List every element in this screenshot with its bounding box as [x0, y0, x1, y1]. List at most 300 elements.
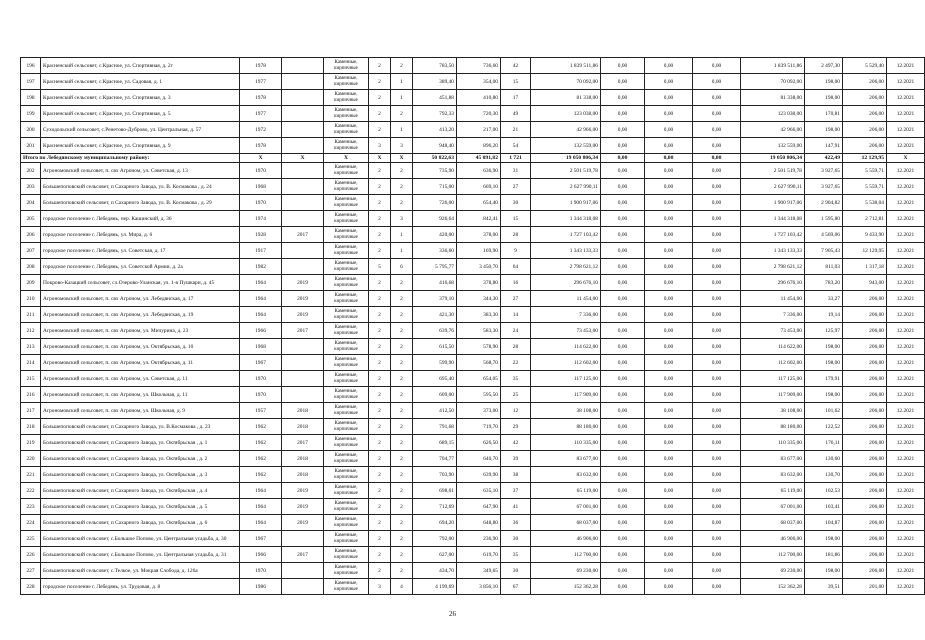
table-row	[21, 307, 925, 323]
cell-a: 2	[369, 387, 391, 403]
cell-v3: 0,00	[693, 179, 741, 195]
cell-no: 221	[21, 467, 41, 483]
cell-v4: 73 453,00	[741, 323, 805, 339]
cell-v5: 811,03	[805, 259, 843, 275]
cell-no: 205	[21, 211, 41, 227]
cell-v2: 0,00	[645, 275, 693, 291]
cell-v6: 206,00	[843, 122, 887, 138]
cell-date: 12.2021	[887, 74, 925, 90]
cell-addr: Большепоповский сельсовет, с.Телкое, ул. Мокрая Слобода, д. 126а	[41, 563, 240, 579]
cell-n: 36	[501, 515, 531, 531]
cell-v1: 0,00	[601, 307, 645, 323]
cell-v5: 198,00	[805, 122, 843, 138]
cell-v4: 67 001,00	[741, 499, 805, 515]
cell-v5: 3 927,65	[805, 179, 843, 195]
cell-n: 35	[501, 371, 531, 387]
cell-area1: 379,10	[413, 291, 457, 307]
cell-area1: 694,20	[413, 515, 457, 531]
cell-area2: 896,20	[457, 138, 501, 154]
cell-addr: Покрово-Казацкий сельсовет, сл.Озерово-Уланская, ул. 1-я Пушкари, д. 45	[41, 275, 240, 291]
cell-area2: 354,00	[457, 74, 501, 90]
cell-a: 2	[369, 106, 391, 122]
cell-v4: 112 602,00	[741, 355, 805, 371]
cell-n: 24	[501, 323, 531, 339]
cell-y2	[282, 122, 324, 138]
cell-a: 2	[369, 515, 391, 531]
table-row	[21, 339, 925, 355]
total-a: X	[369, 154, 391, 163]
cell-area2: 583,30	[457, 323, 501, 339]
cell-y1: 1978	[240, 90, 282, 106]
cell-no: 226	[21, 547, 41, 563]
cell-mat: Каменные, кирпичные	[324, 259, 369, 275]
cell-n: 15	[501, 211, 531, 227]
table-row	[21, 371, 925, 387]
cell-v5: 130,70	[805, 467, 843, 483]
cell-v2: 0,00	[645, 371, 693, 387]
cell-v6: 2 712,81	[843, 211, 887, 227]
cell-date: 12.2021	[887, 339, 925, 355]
cell-v2: 0,00	[645, 579, 693, 595]
cell-a: 2	[369, 339, 391, 355]
cell-cost: 1 727 103,42	[531, 227, 601, 243]
cell-addr: Большепоповский сельсовет, п Сахарного Завода, ул. Октябрьская , д. 2	[41, 451, 240, 467]
cell-v3: 0,00	[693, 106, 741, 122]
cell-area2: 654,05	[457, 371, 501, 387]
cell-v3: 0,00	[693, 355, 741, 371]
cell-area1: 735,90	[413, 163, 457, 179]
cell-v5: 179,91	[805, 371, 843, 387]
cell-addr: Красненский сельсовет, с.Красное, ул. Спортивная, д. 3	[41, 90, 240, 106]
cell-y1: 1972	[240, 122, 282, 138]
cell-mat: Каменные, кирпичные	[324, 371, 369, 387]
cell-area1: 609,00	[413, 387, 457, 403]
cell-area2: 635,10	[457, 483, 501, 499]
cell-n: 28	[501, 339, 531, 355]
cell-cost: 1 343 133,33	[531, 243, 601, 259]
cell-mat: Каменные, кирпичные	[324, 179, 369, 195]
cell-cost: 7 336,00	[531, 307, 601, 323]
cell-area2: 669,10	[457, 179, 501, 195]
cell-addr: Агрономовский сельсовет, п. свх Агроном, ул. Советская, д. 11	[41, 371, 240, 387]
total-area1: 50 822,63	[413, 154, 457, 163]
cell-n: 67	[501, 579, 531, 595]
cell-v6: 5 559,71	[843, 179, 887, 195]
cell-addr: Большепоповский сельсовет, п Сахарного Завода, ул. Октябрьская , д. 5	[41, 499, 240, 515]
cell-v6: 1 317,18	[843, 259, 887, 275]
cell-mat: Каменные, кирпичные	[324, 355, 369, 371]
cell-no: 200	[21, 122, 41, 138]
cell-no: 222	[21, 483, 41, 499]
cell-v4: 123 038,00	[741, 106, 805, 122]
cell-area1: 413,20	[413, 122, 457, 138]
cell-date: 12.2021	[887, 483, 925, 499]
cell-v3: 0,00	[693, 163, 741, 179]
cell-y1: 1964	[240, 499, 282, 515]
cell-addr: Агрономовский сельсовет, п. свх Агроном, ул. Лебедянская, д. 17	[41, 291, 240, 307]
cell-n: 37	[501, 483, 531, 499]
cell-a: 2	[369, 531, 391, 547]
cell-b: 2	[391, 419, 413, 435]
cell-cost: 117 125,00	[531, 371, 601, 387]
cell-date: 12.2021	[887, 403, 925, 419]
cell-v1: 0,00	[601, 323, 645, 339]
cell-v3: 0,00	[693, 579, 741, 595]
cell-n: 16	[501, 275, 531, 291]
cell-v2: 0,00	[645, 499, 693, 515]
cell-v6: 12 129,95	[843, 243, 887, 259]
cell-cost: 88 180,00	[531, 419, 601, 435]
cell-addr: Агрономовский сельсовет, п. свх Агроном, ул. Мичурина, д. 23	[41, 323, 240, 339]
cell-v5: 103,41	[805, 499, 843, 515]
cell-y1: 1970	[240, 387, 282, 403]
cell-mat: Каменные, кирпичные	[324, 195, 369, 211]
cell-a: 2	[369, 323, 391, 339]
cell-mat: Каменные, кирпичные	[324, 106, 369, 122]
cell-area2: 639,90	[457, 467, 501, 483]
cell-v1: 0,00	[601, 499, 645, 515]
cell-area2: 719,70	[457, 419, 501, 435]
cell-a: 2	[369, 58, 391, 74]
cell-area2: 217,00	[457, 122, 501, 138]
cell-v2: 0,00	[645, 467, 693, 483]
table-row	[21, 211, 925, 227]
cell-b: 2	[391, 339, 413, 355]
cell-v2: 0,00	[645, 163, 693, 179]
cell-v6: 206,00	[843, 563, 887, 579]
cell-v4: 1 839 511,86	[741, 58, 805, 74]
cell-addr: городское поселение г. Лебедянь, ул. Советская, д. 17	[41, 243, 240, 259]
cell-n: 42	[501, 435, 531, 451]
cell-y2	[282, 138, 324, 154]
table-row	[21, 259, 925, 275]
cell-cost: 68 037,00	[531, 515, 601, 531]
cell-v5: 122,52	[805, 419, 843, 435]
cell-a: 2	[369, 211, 391, 227]
cell-v2: 0,00	[645, 515, 693, 531]
cell-addr: Большепоповский сельсовет, с.Большое Попово, ул. Центральная усадьба, д. 30	[41, 531, 240, 547]
cell-v4: 81 338,00	[741, 90, 805, 106]
cell-v2: 0,00	[645, 307, 693, 323]
cell-v2: 0,00	[645, 179, 693, 195]
cell-addr: Агрономовский сельсовет, п. свх Агроном, ул. Октябрьская, д. 10	[41, 339, 240, 355]
cell-mat: Каменные, кирпичные	[324, 403, 369, 419]
cell-area1: 4 199,69	[413, 579, 457, 595]
cell-y1: 1986	[240, 579, 282, 595]
cell-y2: 2017	[282, 547, 324, 563]
cell-v3: 0,00	[693, 483, 741, 499]
cell-v5: 198,00	[805, 563, 843, 579]
cell-v5: 104,87	[805, 515, 843, 531]
cell-mat: Каменные, кирпичные	[324, 74, 369, 90]
cell-area1: 712,69	[413, 499, 457, 515]
cell-v2: 0,00	[645, 211, 693, 227]
cell-v3: 0,00	[693, 451, 741, 467]
cell-v3: 0,00	[693, 467, 741, 483]
cell-v4: 2 501 519,78	[741, 163, 805, 179]
cell-v3: 0,00	[693, 387, 741, 403]
cell-v1: 0,00	[601, 467, 645, 483]
total-area2: 45 091,82	[457, 154, 501, 163]
cell-y2: 2019	[282, 291, 324, 307]
cell-v4: 152 362,28	[741, 579, 805, 595]
cell-v1: 0,00	[601, 451, 645, 467]
cell-no: 202	[21, 163, 41, 179]
cell-y2: 2019	[282, 275, 324, 291]
cell-area1: 627,00	[413, 547, 457, 563]
cell-mat: Каменные, кирпичные	[324, 547, 369, 563]
cell-cost: 67 001,00	[531, 499, 601, 515]
cell-date: 12.2021	[887, 355, 925, 371]
cell-y2	[282, 563, 324, 579]
cell-v6: 943,00	[843, 275, 887, 291]
cell-y1: 1968	[240, 179, 282, 195]
cell-no: 228	[21, 579, 41, 595]
cell-y2: 2017	[282, 323, 324, 339]
cell-date: 12.2021	[887, 387, 925, 403]
cell-mat: Каменные, кирпичные	[324, 90, 369, 106]
cell-no: 209	[21, 275, 41, 291]
cell-a: 2	[369, 547, 391, 563]
cell-b: 2	[391, 563, 413, 579]
cell-v3: 0,00	[693, 515, 741, 531]
table-row	[21, 403, 925, 419]
cell-cost: 2 627 990,11	[531, 179, 601, 195]
cell-area1: 791,68	[413, 419, 457, 435]
cell-n: 39	[501, 451, 531, 467]
total-label: Итого по Лебедянскому муниципальному району:	[21, 154, 240, 163]
cell-area2: 619,70	[457, 547, 501, 563]
cell-v4: 132 559,00	[741, 138, 805, 154]
cell-y1: 1966	[240, 547, 282, 563]
housing-register-table	[20, 57, 925, 595]
cell-b: 2	[391, 387, 413, 403]
total-n: 1 721	[501, 154, 531, 163]
cell-date: 12.2021	[887, 106, 925, 122]
cell-v1: 0,00	[601, 58, 645, 74]
cell-v6: 206,00	[843, 323, 887, 339]
cell-a: 3	[369, 138, 391, 154]
total-v2: 0,00	[645, 154, 693, 163]
cell-v5: 4 569,06	[805, 227, 843, 243]
cell-b: 6	[391, 259, 413, 275]
cell-v1: 0,00	[601, 259, 645, 275]
cell-v1: 0,00	[601, 355, 645, 371]
cell-b: 4	[391, 579, 413, 595]
cell-v4: 2 627 990,11	[741, 179, 805, 195]
cell-v5: 198,00	[805, 531, 843, 547]
cell-n: 30	[501, 531, 531, 547]
cell-v2: 0,00	[645, 74, 693, 90]
cell-v6: 9 433,90	[843, 227, 887, 243]
cell-area2: 3 856,10	[457, 579, 501, 595]
cell-y1: 1957	[240, 403, 282, 419]
cell-area2: 410,80	[457, 90, 501, 106]
cell-addr: Большепоповский сельсовет, п Сахарного Завода, ул. Октябрьская , д. 1	[41, 435, 240, 451]
cell-v4: 110 335,00	[741, 435, 805, 451]
cell-n: 42	[501, 58, 531, 74]
cell-a: 2	[369, 499, 391, 515]
cell-addr: Большепоповский сельсовет, п Сахарного Завода, ул. Октябрьская , д. 6	[41, 515, 240, 531]
cell-v4: 296 676,10	[741, 275, 805, 291]
cell-v1: 0,00	[601, 163, 645, 179]
cell-area1: 698,61	[413, 483, 457, 499]
cell-no: 206	[21, 227, 41, 243]
cell-v1: 0,00	[601, 74, 645, 90]
table-row	[21, 74, 925, 90]
cell-a: 2	[369, 563, 391, 579]
cell-area1: 704,77	[413, 451, 457, 467]
cell-v4: 117 125,00	[741, 371, 805, 387]
cell-b: 3	[391, 211, 413, 227]
total-v6: 12 129,95	[843, 154, 887, 163]
cell-date: 12.2021	[887, 547, 925, 563]
cell-date: 12.2021	[887, 275, 925, 291]
cell-y2	[282, 531, 324, 547]
cell-date: 12.2021	[887, 195, 925, 211]
table-row	[21, 499, 925, 515]
cell-n: 31	[501, 163, 531, 179]
cell-v6: 206,00	[843, 515, 887, 531]
cell-mat: Каменные, кирпичные	[324, 339, 369, 355]
cell-no: 224	[21, 515, 41, 531]
cell-n: 22	[501, 355, 531, 371]
total-v5: 422,49	[805, 154, 843, 163]
cell-v1: 0,00	[601, 547, 645, 563]
cell-v5: 147,91	[805, 138, 843, 154]
cell-v1: 0,00	[601, 138, 645, 154]
cell-b: 2	[391, 515, 413, 531]
cell-v4: 70 092,00	[741, 74, 805, 90]
cell-a: 2	[369, 355, 391, 371]
table-row	[21, 451, 925, 467]
cell-date: 12.2021	[887, 307, 925, 323]
cell-v1: 0,00	[601, 435, 645, 451]
cell-date: 12.2021	[887, 531, 925, 547]
cell-b: 2	[391, 499, 413, 515]
cell-v4: 65 119,00	[741, 483, 805, 499]
cell-v5: 39,51	[805, 579, 843, 595]
cell-v1: 0,00	[601, 579, 645, 595]
table-row	[21, 179, 925, 195]
cell-mat: Каменные, кирпичные	[324, 211, 369, 227]
cell-area1: 792,33	[413, 106, 457, 122]
cell-no: 216	[21, 387, 41, 403]
cell-addr: городское поселение г. Лебедянь, пер. Кашинский, д. 36	[41, 211, 240, 227]
cell-v1: 0,00	[601, 90, 645, 106]
cell-y1: 1928	[240, 227, 282, 243]
cell-v6: 206,00	[843, 371, 887, 387]
cell-v6: 206,00	[843, 106, 887, 122]
cell-area2: 378,80	[457, 275, 501, 291]
cell-n: 29	[501, 419, 531, 435]
cell-cost: 132 559,00	[531, 138, 601, 154]
cell-date: 12.2021	[887, 179, 925, 195]
cell-v4: 2 798 621,12	[741, 259, 805, 275]
total-mat: X	[324, 154, 369, 163]
cell-area1: 948,40	[413, 138, 457, 154]
cell-n: 28	[501, 227, 531, 243]
cell-a: 2	[369, 483, 391, 499]
cell-area2: 640,70	[457, 451, 501, 467]
cell-y2: 2019	[282, 307, 324, 323]
cell-cost: 42 966,00	[531, 122, 601, 138]
cell-b: 2	[391, 195, 413, 211]
cell-y2: 2019	[282, 515, 324, 531]
cell-a: 2	[369, 243, 391, 259]
cell-a: 2	[369, 307, 391, 323]
cell-n: 35	[501, 547, 531, 563]
table-row	[21, 467, 925, 483]
cell-v3: 0,00	[693, 291, 741, 307]
cell-a: 2	[369, 74, 391, 90]
cell-v6: 5 529,40	[843, 58, 887, 74]
cell-a: 2	[369, 291, 391, 307]
cell-addr: Агрономовский сельсовет, п. свх Агроном, ул. Школьная, д. 9	[41, 403, 240, 419]
cell-date: 12.2021	[887, 371, 925, 387]
cell-v6: 206,00	[843, 403, 887, 419]
cell-cost: 73 453,00	[531, 323, 601, 339]
cell-date: 12.2021	[887, 467, 925, 483]
cell-b: 2	[391, 435, 413, 451]
cell-v1: 0,00	[601, 403, 645, 419]
cell-v6: 206,00	[843, 387, 887, 403]
cell-date: 12.2021	[887, 211, 925, 227]
cell-a: 2	[369, 435, 391, 451]
cell-cost: 2 798 621,12	[531, 259, 601, 275]
cell-date: 12.2021	[887, 579, 925, 595]
cell-a: 5	[369, 259, 391, 275]
cell-area1: 615,50	[413, 339, 457, 355]
cell-v6: 206,00	[843, 531, 887, 547]
cell-y1: 1970	[240, 563, 282, 579]
cell-date: 12.2021	[887, 138, 925, 154]
cell-cost: 1 839 511,86	[531, 58, 601, 74]
cell-date: 12.2021	[887, 58, 925, 74]
cell-area1: 599,90	[413, 355, 457, 371]
cell-area2: 648,80	[457, 515, 501, 531]
cell-y1: 1962	[240, 419, 282, 435]
cell-v3: 0,00	[693, 403, 741, 419]
cell-a: 2	[369, 403, 391, 419]
cell-area1: 726,00	[413, 195, 457, 211]
cell-v4: 68 037,00	[741, 515, 805, 531]
cell-y2	[282, 579, 324, 595]
cell-v4: 114 622,00	[741, 339, 805, 355]
cell-v3: 0,00	[693, 323, 741, 339]
cell-y2: 2017	[282, 435, 324, 451]
cell-y1: 1966	[240, 323, 282, 339]
cell-mat: Каменные, кирпичные	[324, 515, 369, 531]
cell-area1: 639,76	[413, 323, 457, 339]
cell-v2: 0,00	[645, 106, 693, 122]
table-body-top	[21, 58, 925, 154]
cell-a: 2	[369, 90, 391, 106]
cell-b: 1	[391, 243, 413, 259]
cell-no: 196	[21, 58, 41, 74]
cell-v5: 19,14	[805, 307, 843, 323]
table-body-bottom	[21, 163, 925, 595]
table-row	[21, 163, 925, 179]
cell-mat: Каменные, кирпичные	[324, 138, 369, 154]
cell-mat: Каменные, кирпичные	[324, 483, 369, 499]
cell-a: 2	[369, 163, 391, 179]
cell-v6: 206,00	[843, 467, 887, 483]
cell-v6: 206,00	[843, 307, 887, 323]
cell-v4: 112 700,00	[741, 547, 805, 563]
cell-v4: 83 632,00	[741, 467, 805, 483]
cell-b: 2	[391, 323, 413, 339]
